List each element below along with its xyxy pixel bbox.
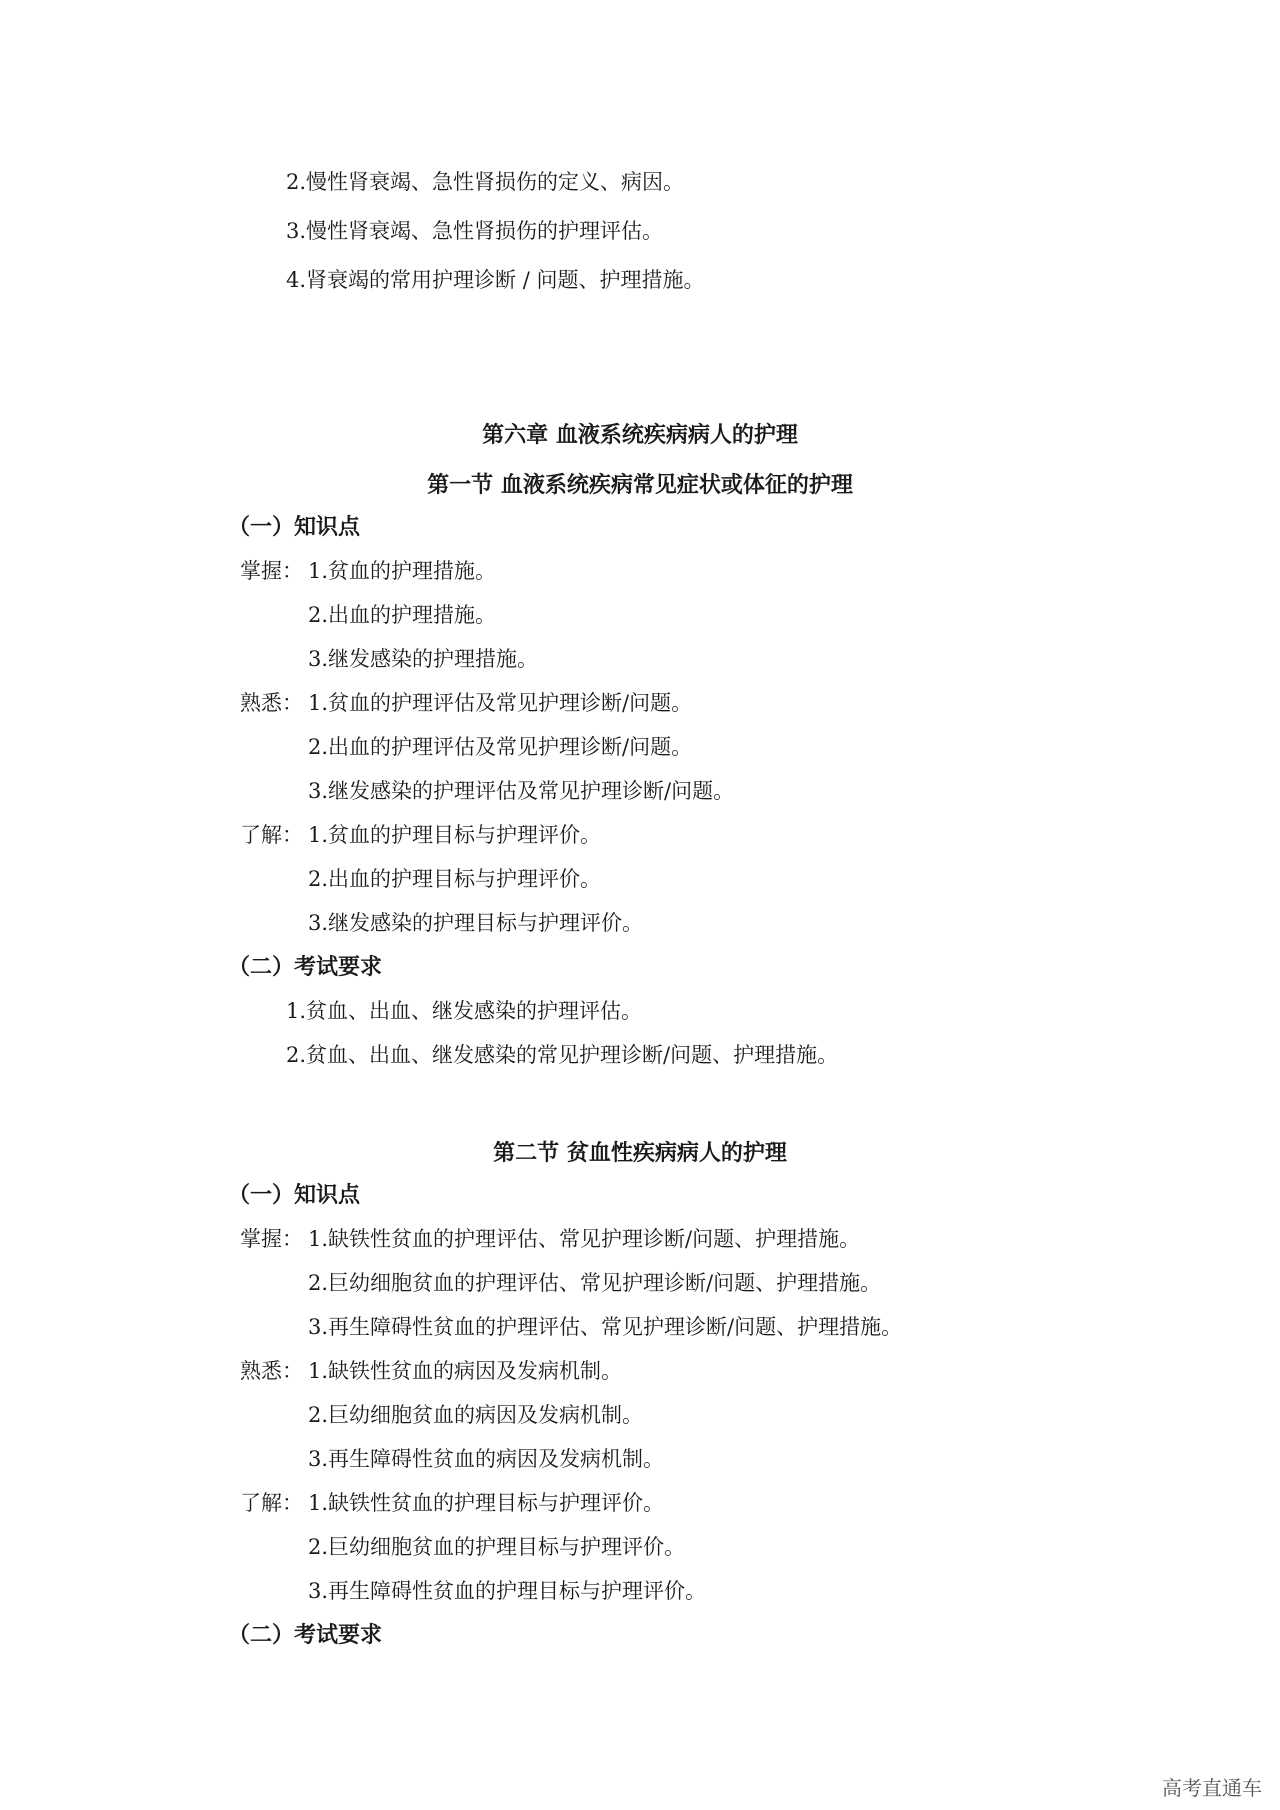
list-item: 4.肾衰竭的常用护理诊断 / 问题、护理措施。 [286,268,705,292]
master-label: 掌握： [240,559,303,583]
exam-heading: （二）考试要求 [228,1622,383,1648]
list-item: 3.继发感染的护理评估及常见护理诊断/问题。 [308,779,735,803]
list-item: 2.慢性肾衰竭、急性肾损伤的定义、病因。 [286,170,685,194]
list-item: 2.巨幼细胞贫血的病因及发病机制。 [308,1403,644,1427]
list-item: 1.缺铁性贫血的病因及发病机制。 [308,1359,623,1383]
list-item: 1.贫血、出血、继发感染的护理评估。 [286,999,643,1023]
knowledge-heading: （一）知识点 [228,514,361,540]
list-item: 2.巨幼细胞贫血的护理评估、常见护理诊断/问题、护理措施。 [308,1271,882,1295]
list-item: 3.再生障碍性贫血的护理评估、常见护理诊断/问题、护理措施。 [308,1315,903,1339]
section-title: 第一节 血液系统疾病常见症状或体征的护理 [427,472,853,498]
list-item: 2.出血的护理目标与护理评价。 [308,867,602,891]
list-item: 3.再生障碍性贫血的病因及发病机制。 [308,1447,665,1471]
list-item: 3.再生障碍性贫血的护理目标与护理评价。 [308,1579,707,1603]
list-item: 1.缺铁性贫血的护理评估、常见护理诊断/问题、护理措施。 [308,1227,861,1251]
list-item: 3.继发感染的护理目标与护理评价。 [308,911,644,935]
list-item: 2.出血的护理措施。 [308,603,497,627]
exam-heading: （二）考试要求 [228,954,383,980]
chapter-title: 第六章 血液系统疾病病人的护理 [482,422,798,448]
list-item: 1.贫血的护理措施。 [308,559,497,583]
list-item: 2.巨幼细胞贫血的护理目标与护理评价。 [308,1535,686,1559]
understand-label: 了解： [240,823,303,847]
knowledge-heading: （一）知识点 [228,1182,361,1208]
familiar-label: 熟悉： [240,1359,303,1383]
master-label: 掌握： [240,1227,303,1251]
watermark: 高考直通车 [1162,1776,1262,1800]
understand-label: 了解： [240,1491,303,1515]
list-item: 1.贫血的护理评估及常见护理诊断/问题。 [308,691,693,715]
familiar-label: 熟悉： [240,691,303,715]
list-item: 3.继发感染的护理措施。 [308,647,539,671]
list-item: 1.缺铁性贫血的护理目标与护理评价。 [308,1491,665,1515]
list-item: 1.贫血的护理目标与护理评价。 [308,823,602,847]
list-item: 3.慢性肾衰竭、急性肾损伤的护理评估。 [286,219,664,243]
section-title: 第二节 贫血性疾病病人的护理 [493,1140,787,1166]
list-item: 2.出血的护理评估及常见护理诊断/问题。 [308,735,693,759]
list-item: 2.贫血、出血、继发感染的常见护理诊断/问题、护理措施。 [286,1043,839,1067]
